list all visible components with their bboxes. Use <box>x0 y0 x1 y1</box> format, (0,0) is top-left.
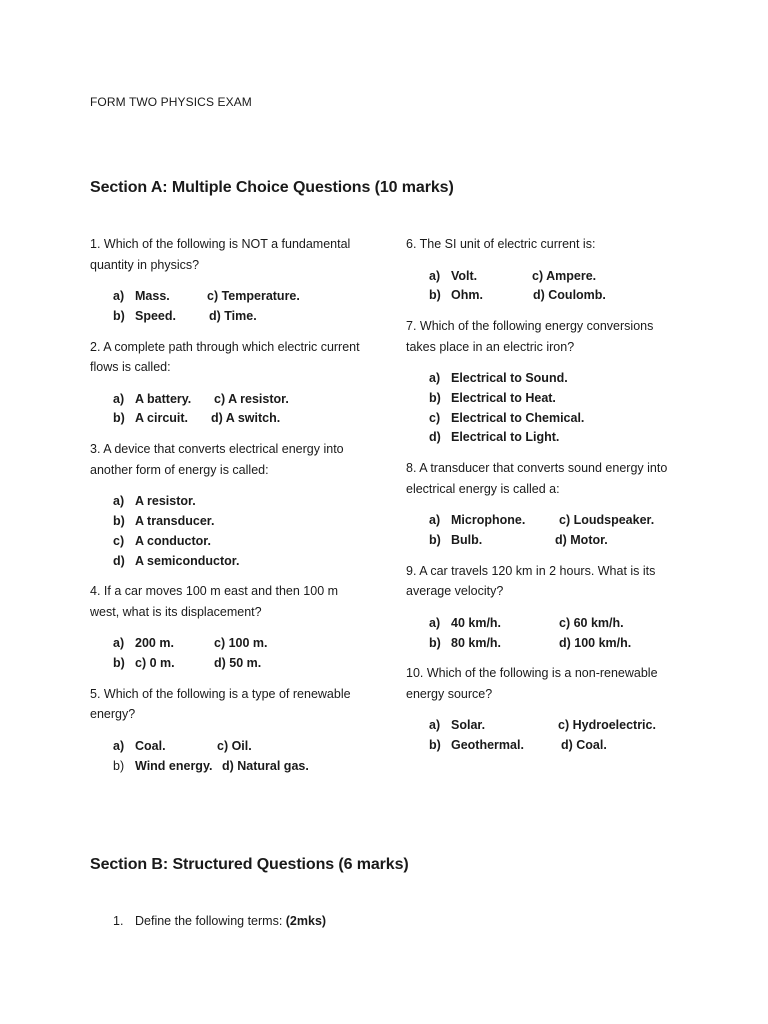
option-label: a) <box>113 494 125 509</box>
option-label: b) <box>429 533 441 548</box>
option-label: a) <box>113 636 125 651</box>
question-text: 10. Which of the following is a non-renewable energy source? <box>406 666 658 701</box>
option-row <box>406 716 686 736</box>
option-row <box>406 511 686 531</box>
option-text: Wind energy. <box>135 758 213 773</box>
option-row <box>406 614 686 634</box>
item-text: Define the following terms: <box>135 914 286 928</box>
question-text: 6. The SI unit of electric current is: <box>406 237 596 251</box>
option-label: d) <box>113 553 125 568</box>
option-text: A transducer. <box>135 513 215 528</box>
option-text: c) 60 km/h. <box>559 615 624 630</box>
options <box>406 614 686 654</box>
options <box>90 287 370 327</box>
item-marks: (2mks) <box>285 914 327 928</box>
option-label: b) <box>113 411 125 426</box>
option-text: Coal. <box>135 738 166 753</box>
option-text: Mass. <box>135 289 170 303</box>
option-label: a) <box>429 718 441 733</box>
option-text: Volt. <box>451 268 478 283</box>
option-label: a) <box>429 513 441 528</box>
option-text: d) Time. <box>209 308 257 323</box>
option-row <box>406 389 686 409</box>
option-text: Electrical to Chemical. <box>451 410 585 425</box>
option-text: c) 0 m. <box>135 656 175 671</box>
structured-question-1 <box>113 914 326 928</box>
option-row <box>406 267 686 287</box>
option-text: d) Natural gas. <box>222 758 309 773</box>
option-row <box>90 737 370 757</box>
option-label: b) <box>113 513 125 528</box>
options <box>406 716 686 756</box>
option-row <box>90 512 370 532</box>
question-9 <box>406 561 686 654</box>
option-text: A semiconductor. <box>135 553 240 568</box>
question-text: 3. A device that converts electrical energy into another form of energy is called: <box>90 442 344 477</box>
question-text: 7. Which of the following energy conversions takes place in an electric iron? <box>406 319 654 354</box>
options <box>90 390 370 430</box>
option-row <box>406 634 686 654</box>
section-a-title: Section A: Multiple Choice Questions (10 marks) <box>90 179 454 196</box>
question-text: 9. A car travels 120 km in 2 hours. What is its average velocity? <box>406 563 656 599</box>
option-label: c) <box>429 410 441 425</box>
option-text: Solar. <box>451 718 486 733</box>
option-text: Electrical to Light. <box>451 430 560 445</box>
option-label: a) <box>113 289 125 303</box>
question-2 <box>90 337 370 430</box>
option-row <box>90 409 370 429</box>
option-text: A conductor. <box>135 533 211 548</box>
option-label: b) <box>429 288 441 303</box>
item-number: 1. <box>113 914 124 928</box>
questions-right-column <box>406 234 686 766</box>
option-text: 200 m. <box>135 636 174 651</box>
options <box>90 492 370 571</box>
option-label: b) <box>429 390 441 405</box>
option-text: Geothermal. <box>451 738 524 753</box>
option-text: c) Hydroelectric. <box>558 718 656 733</box>
question-3 <box>90 439 370 571</box>
questions-left-column <box>90 234 370 787</box>
option-row <box>406 286 686 306</box>
option-text: c) Oil. <box>217 738 252 753</box>
section-b-title: Section B: Structured Questions (6 marks) <box>90 856 409 873</box>
options <box>90 737 370 777</box>
option-row <box>90 390 370 410</box>
option-text: Electrical to Heat. <box>451 390 556 405</box>
option-row <box>90 634 370 654</box>
option-text: d) Motor. <box>555 533 608 548</box>
question-text: 5. Which of the following is a type of renewable energy? <box>90 686 351 722</box>
question-text: 1. Which of the following is NOT a fundamental quantity in physics? <box>90 237 351 272</box>
option-text: d) 100 km/h. <box>559 635 632 650</box>
option-row <box>90 492 370 512</box>
question-text: 8. A transducer that converts sound energy into electrical energy is called a: <box>406 461 668 496</box>
question-4 <box>90 581 370 674</box>
option-row <box>90 552 370 572</box>
option-text: Microphone. <box>451 513 526 528</box>
option-text: 40 km/h. <box>451 615 502 630</box>
option-label: b) <box>113 308 125 323</box>
option-label: a) <box>429 371 441 386</box>
option-label: b) <box>113 758 125 773</box>
option-label: a) <box>113 738 125 753</box>
option-text: A resistor. <box>135 494 196 509</box>
option-text: c) A resistor. <box>214 391 289 406</box>
question-10 <box>406 663 686 756</box>
option-row <box>90 532 370 552</box>
option-row <box>406 409 686 429</box>
question-6 <box>406 234 686 306</box>
option-label: b) <box>429 635 441 650</box>
question-5 <box>90 684 370 777</box>
option-text: c) Loudspeaker. <box>559 513 655 528</box>
option-text: c) Ampere. <box>532 268 597 283</box>
exam-header: FORM TWO PHYSICS EXAM <box>90 95 252 109</box>
option-text: d) Coulomb. <box>533 288 606 303</box>
question-text: 2. A complete path through which electric current flows is called: <box>90 339 360 375</box>
option-label: a) <box>429 268 441 283</box>
option-row <box>90 654 370 674</box>
option-text: d) 50 m. <box>214 656 262 671</box>
option-text: d) A switch. <box>211 411 281 426</box>
options <box>90 634 370 674</box>
question-text: 4. If a car moves 100 m east and then 100 m west, what is its displacement? <box>90 584 339 619</box>
option-label: a) <box>429 615 441 630</box>
option-row <box>90 307 370 327</box>
option-text: Bulb. <box>451 533 483 548</box>
option-row <box>406 531 686 551</box>
option-text: A battery. <box>135 391 192 406</box>
option-label: d) <box>429 430 441 445</box>
option-row <box>90 287 370 307</box>
option-row <box>90 757 370 777</box>
options <box>406 511 686 551</box>
option-text: 80 km/h. <box>451 635 502 650</box>
question-7 <box>406 316 686 448</box>
options <box>406 267 686 307</box>
options <box>406 369 686 448</box>
option-row <box>406 369 686 389</box>
option-label: b) <box>429 738 441 753</box>
option-row <box>406 428 686 448</box>
option-label: c) <box>113 533 125 548</box>
option-row <box>406 736 686 756</box>
question-1 <box>90 234 370 327</box>
option-label: b) <box>113 656 125 671</box>
option-text: d) Coal. <box>561 738 607 753</box>
option-text: Speed. <box>135 308 176 323</box>
option-text: A circuit. <box>135 411 189 426</box>
option-text: Ohm. <box>451 288 483 303</box>
question-8 <box>406 458 686 551</box>
option-text: c) 100 m. <box>214 636 268 651</box>
option-text: c) Temperature. <box>207 289 300 303</box>
option-label: a) <box>113 391 125 406</box>
option-text: Electrical to Sound. <box>451 371 568 386</box>
